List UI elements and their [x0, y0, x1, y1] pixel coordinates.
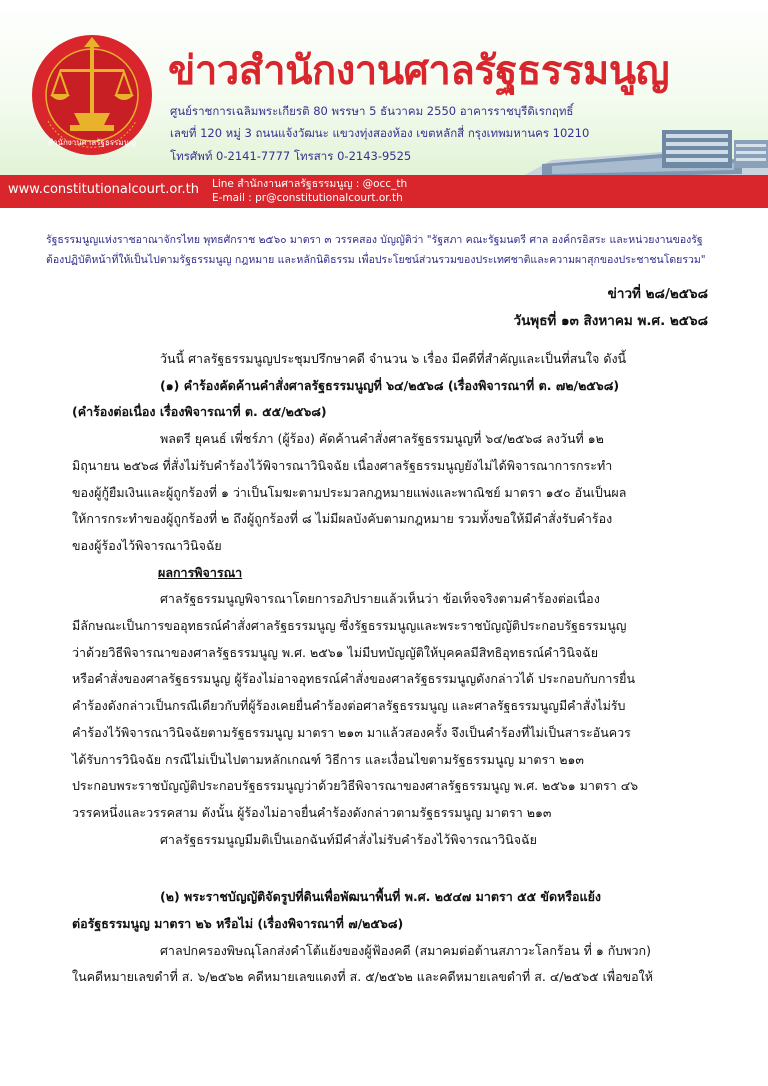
news-number: ข่าวที่ ๒๘/๒๕๖๘ [607, 286, 708, 302]
case2-para1-line: ในคดีหมายเลขดำที่ ส. ๖/๒๕๖๒ คดีหมายเลขแดงที่ ส. ๕/๒๕๖๒ และคดีหมายเลขดำที่ ส. ๔/๒๕๖๕ เพื่อขอให้ [72, 969, 654, 985]
case1-heading-cont: (คำร้องต่อเนื่อง เรื่องพิจารณาที่ ต. ๕๕/๒๕๖๘) [72, 404, 327, 420]
line-contact: Line สำนักงานศาลรัฐธรรมนูญ : @occ_th [212, 178, 408, 190]
case1-para2-line: ได้รับการวินิจฉัย กรณีไม่เป็นไปตามหลักเกณฑ์ วิธีการ และเงื่อนไขตามรัฐธรรมนูญ มาตรา ๒๑๓ [72, 751, 584, 767]
website-link[interactable]: www.constitutionalcourt.or.th [8, 182, 199, 197]
constitution-quote [46, 230, 736, 270]
letterhead [0, 0, 768, 182]
seal-lettering: สำนักงานศาลรัฐธรรมนูญ [48, 138, 136, 147]
case1-para2-line: ศาลรัฐธรรมนูญพิจารณาโดยการอภิปรายแล้วเห็นว่า ข้อเท็จจริงตามคำร้องต่อเนื่อง [160, 591, 600, 607]
quote-line-1: รัฐธรรมนูญแห่งราชอาณาจักรไทย พุทธศักราช ๒๕๖๐ มาตรา ๓ วรรคสอง บัญญัติว่า "รัฐสภา คณะรัฐมนตรี ศาล องค์กรอิสระ และหน่วยงานของรัฐ [46, 234, 703, 246]
section-gap [72, 853, 712, 884]
article-body [72, 346, 712, 991]
address-line-2: เลขที่ 120 หมู่ 3 ถนนแจ้งวัฒนะ แขวงทุ่งสองห้อง เขตหลักสี่ กรุงเทพมหานคร 10210 [170, 126, 590, 140]
quote-line-2: ต้องปฏิบัติหน้าที่ให้เป็นไปตามรัฐธรรมนูญ กฎหมาย และหลักนิติธรรม เพื่อประโยชน์ส่วนรวมของประเทศชาติและความผาสุกของประชาชนโดยรวม" [46, 254, 706, 266]
address-line-1: ศูนย์ราชการเฉลิมพระเกียรติ 80 พรรษา 5 ธันวาคม 2550 อาคารราชบุรีดิเรกฤทธิ์ [170, 104, 574, 118]
address-line-3: โทรศัพท์ 0-2141-7777 โทรสาร 0-2143-9525 [170, 149, 412, 163]
opening-paragraph: วันนี้ ศาลรัฐธรรมนูญประชุมปรึกษาคดี จำนวน ๖ เรื่อง มีคดีที่สำคัญและเป็นที่สนใจ ดังนี้ [160, 351, 627, 366]
court-seal-icon [30, 33, 154, 157]
case1-para2-line: ว่าด้วยวิธีพิจารณาของศาลรัฐธรรมนูญ พ.ศ. ๒๕๖๑ ไม่มีบทบัญญัติให้บุคคลมีสิทธิอุทธรณ์คำวินิจฉัย [72, 644, 599, 660]
newsletter-title: ข่าวสำนักงานศาลรัฐธรรมนูญ [168, 49, 670, 93]
case1-para2-line: คำร้องไว้พิจารณาวินิจฉัยตามรัฐธรรมนูญ มาตรา ๒๑๓ มาแล้วสองครั้ง จึงเป็นคำร้องที่ไม่เป็นสาระอันควร [72, 724, 631, 740]
court-building-icon [512, 122, 768, 182]
case1-para2-line: มีลักษณะเป็นการขออุทธรณ์คำสั่งศาลรัฐธรรมนูญ ซึ่งรัฐธรรมนูญและพระราชบัญญัติประกอบรัฐธรรมนูญ [72, 618, 627, 634]
case1-heading: (๑) คำร้องคัดค้านคำสั่งศาลรัฐธรรมนูญที่ ๖๔/๒๕๖๘ (เรื่องพิจารณาที่ ต. ๗๒/๒๕๖๘) [160, 377, 620, 393]
case1-conclusion: ศาลรัฐธรรมนูญมีมติเป็นเอกฉันท์มีคำสั่งไม่รับคำร้องไว้พิจารณาวินิจฉัย [160, 831, 537, 847]
result-heading: ผลการพิจารณา [158, 564, 243, 580]
case1-para2-line: วรรคหนึ่งและวรรคสาม ดังนั้น ผู้ร้องไม่อาจยื่นคำร้องดังกล่าวตามรัฐธรรมนูญ มาตรา ๒๑๓ [72, 804, 552, 820]
case2-para1-line: ศาลปกครองพิษณุโลกส่งคำโต้แย้งของผู้ฟ้องคดี (สมาคมต่อต้านสภาวะโลกร้อน ที่ ๑ กับพวก) [160, 942, 651, 958]
case1-para2-line: ประกอบพระราชบัญญัติประกอบรัฐธรรมนูญว่าด้วยวิธีพิจารณาของศาลรัฐธรรมนูญ พ.ศ. ๒๕๖๑ มาตรา ๔๖ [72, 778, 639, 794]
case1-para1-line: มิถุนายน ๒๕๖๘ ที่สั่งไม่รับคำร้องไว้พิจารณาวินิจฉัย เนื่องศาลรัฐธรรมนูญยังไม่ได้พิจารณาการกระทำ [72, 457, 613, 473]
case1-para1-line: ให้การกระทำของผู้ถูกร้องที่ ๒ ถึงผู้ถูกร้องที่ ๘ ไม่มีผลบังคับตามกฎหมาย รวมทั้งขอให้มีคำสั่งรับคำร้อง [72, 511, 613, 527]
contact-info [212, 177, 407, 205]
case1-para2-line: หรือคำสั่งของศาลรัฐธรรมนูญ ผู้ร้องไม่อาจอุทธรณ์คำสั่งของศาลรัฐธรรมนูญดังกล่าวได้ ประกอบกับการยื่น [72, 671, 636, 687]
case2-heading-cont: ต่อรัฐธรรมนูญ มาตรา ๒๖ หรือไม่ (เรื่องพิจารณาที่ ๗/๒๕๖๘) [72, 916, 404, 932]
case1-para2-line: คำร้องดังกล่าวเป็นกรณีเดียวกับที่ผู้ร้องเคยยื่นคำร้องต่อศาลรัฐธรรมนูญ และศาลรัฐธรรมนูญมีคำสั่งไม่รับ [72, 698, 626, 714]
news-date: วันพุธที่ ๑๓ สิงหาคม พ.ศ. ๒๕๖๘ [513, 313, 708, 329]
case1-para1-line: พลตรี ยุคนธ์ เพี่ชร์ภา (ผู้ร้อง) คัดค้านคำสั่งศาลรัฐธรรมนูญที่ ๖๔/๒๕๖๘ ลงวันที่ ๑๒ [160, 431, 604, 447]
contact-bar [0, 175, 768, 208]
email-link[interactable]: E-mail : pr@constitutionalcourt.or.th [212, 192, 403, 204]
case2-heading: (๒) พระราชบัญญัติจัดรูปที่ดินเพื่อพัฒนาพื้นที่ พ.ศ. ๒๕๔๗ มาตรา ๕๕ ขัดหรือแย้ง [160, 889, 602, 905]
case1-para1-line: ของผู้ร้องไว้พิจารณาวินิจฉัย [72, 537, 222, 553]
case1-para1-line: ของผู้กู้ยืมเงินและผู้ถูกร้องที่ ๑ ว่าเป็นโมฆะตามประมวลกฎหมายแพ่งและพาณิชย์ มาตรา ๑๕๐ อันเป็นผล [72, 484, 627, 500]
